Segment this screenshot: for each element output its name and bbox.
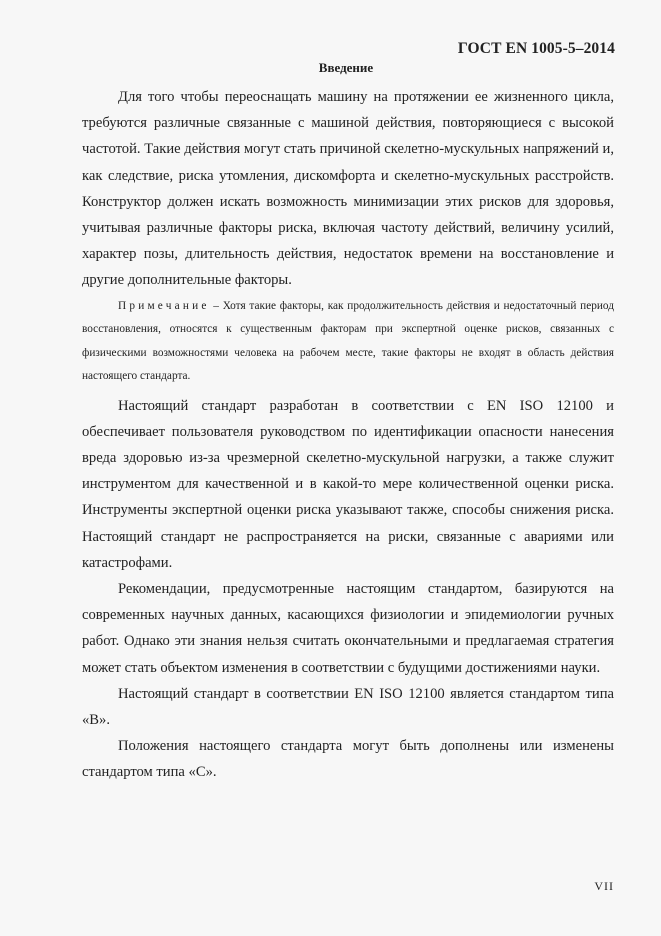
body-text <box>82 84 614 786</box>
paragraph-3: Рекомендации, предусмотренные настоящим стандартом, базируются на современных научных данных, касающихся физиологии и эпидемиологии ручных работ. Однако эти знания нельзя считать окончательными и предлагаемая стратегия может стать объектом изменения в соответствии с будущими достижениями науки. <box>82 581 614 676</box>
paragraph-5: Положения настоящего стандарта могут быть дополнены или изменены стандартом типа «C». <box>82 738 614 781</box>
section-title: Введение <box>318 60 374 75</box>
paragraph-2: Настоящий стандарт разработан в соответствии с EN ISO 12100 и обеспечивает пользователя руководством по идентификации опасности нанесения вреда здоровью из-за чрезмерной скелетно-мускульной нагрузки, а также служит инструментом для качественной и в какой-то мере количественной оценки риска. Инструменты экспертной оценки риска указывают также, способы снижения риска. Настоящий стандарт не распространяется на риски, связанные с авариями или катастрофами. <box>82 397 614 571</box>
document-identifier: ГОСТ EN 1005-5–2014 <box>457 40 615 57</box>
note-text: – Хотя такие факторы, как продолжительность действия и недостаточный период восстановления, относятся к существенным факторам при экспертной оценке рисков, связанных с физическими возможностями человека на рабочем месте, такие факторы не входят в область действия настоящего стандарта. <box>82 299 614 383</box>
paragraph-4: Настоящий стандарт в соответствии EN ISO 12100 является стандартом типа «B». <box>82 685 614 729</box>
page-number: VII <box>594 879 614 893</box>
note-label: Примечание <box>118 299 210 312</box>
paragraph-1: Для того чтобы переоснащать машину на протяжении ее жизненного цикла, требуются различные связанные с машиной действия, повторяющиеся с высокой частотой. Такие действия могут стать причиной скелетно-мускульных напряжений и, как следствие, риска утомления, дискомфорта и скелетно-мускульных расстройств. Конструктор должен искать возможность минимизации этих рисков для здоровья, учитывая различные факторы риска, включая частоту действий, величину усилий, характер позы, длительность действия, недостаток времени на восстановление и другие дополнительные факторы. <box>82 89 614 289</box>
note <box>82 295 614 389</box>
